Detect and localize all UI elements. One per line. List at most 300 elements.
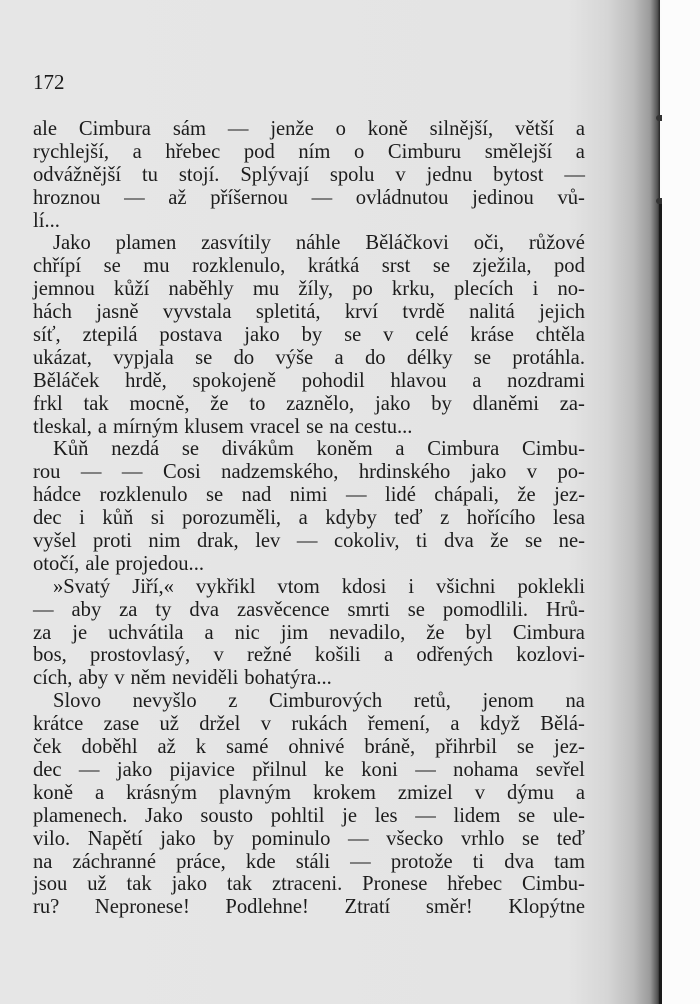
word: les — [374, 804, 398, 827]
text-line — [33, 210, 585, 233]
text-line — [33, 599, 585, 622]
word: nalitá — [469, 301, 515, 324]
word: jako — [374, 392, 411, 415]
word: se — [195, 346, 213, 369]
word: drak, — [196, 530, 239, 553]
word: v — [213, 644, 224, 667]
word: pohltil — [270, 804, 325, 827]
text-line — [33, 118, 585, 141]
word: Napětí — [87, 827, 143, 850]
word: dýmu — [506, 781, 554, 804]
word: když — [479, 713, 520, 736]
word: a — [575, 118, 585, 140]
word: »Svatý — [53, 575, 111, 598]
word: až — [157, 736, 176, 759]
word: tleskal, — [33, 415, 92, 438]
word: se — [407, 598, 425, 621]
word: v — [526, 461, 537, 484]
word: hřebec — [165, 140, 221, 163]
word: síť, — [33, 324, 61, 347]
text-line — [33, 347, 585, 370]
word: teď — [556, 827, 585, 850]
word: no- — [557, 278, 585, 301]
word: pomodlili. — [442, 598, 529, 621]
word: se — [181, 438, 200, 461]
word: že — [426, 621, 445, 644]
word: proti — [92, 530, 132, 553]
word: nad — [241, 484, 272, 507]
word: projedou... — [115, 552, 204, 575]
word: a — [132, 140, 142, 163]
word: za — [119, 598, 138, 621]
word: cestu... — [354, 415, 413, 438]
word: i — [408, 575, 415, 598]
word: ohnivé — [288, 736, 345, 759]
word: kozlovi- — [516, 644, 585, 667]
word: k — [195, 736, 207, 759]
word: celé — [415, 324, 449, 347]
word: Podlehne! — [225, 896, 309, 919]
text-line — [33, 393, 585, 416]
word: sám — [172, 118, 206, 140]
word: rozklenulo, — [192, 255, 286, 278]
word: tak — [226, 873, 253, 896]
text-line — [33, 278, 585, 301]
word: by — [301, 324, 323, 347]
word: nohama — [453, 758, 519, 781]
word: koni — [361, 758, 398, 781]
word: Splývají — [240, 163, 309, 186]
word: odvážnější — [33, 163, 122, 186]
word: sousto — [200, 804, 254, 827]
word: zježila, — [472, 255, 532, 278]
word: jsou — [33, 873, 68, 896]
word: krátká — [307, 255, 360, 278]
word: o — [335, 118, 346, 140]
word: Nepronese! — [94, 896, 190, 919]
text-line — [33, 507, 585, 530]
word: ti — [416, 530, 428, 553]
word: Slovo — [53, 690, 102, 713]
word: výše — [275, 346, 314, 369]
word: Jako — [53, 232, 91, 255]
word: krátce — [33, 713, 84, 736]
word: vypjala — [113, 346, 174, 369]
word: jejich — [539, 301, 585, 324]
word: cích, — [33, 667, 73, 690]
word: Kůň — [53, 438, 89, 461]
word: držel — [199, 713, 241, 736]
word: — — [227, 118, 249, 140]
word: zaznělo, — [286, 392, 355, 415]
word: stáli — [295, 850, 331, 873]
word: jako — [470, 461, 507, 484]
word: oči, — [473, 232, 505, 255]
word: vů- — [557, 186, 585, 209]
word: — — [80, 461, 102, 484]
word: — — [348, 827, 369, 850]
word: Běláček — [33, 369, 100, 392]
word: přilnul — [252, 758, 308, 781]
word: porozuměli, — [182, 507, 282, 530]
word: mocně, — [129, 392, 190, 415]
word: jedinou — [472, 186, 534, 209]
word: a — [575, 140, 585, 163]
word: smělejší — [484, 140, 553, 163]
word: kráse — [470, 324, 514, 347]
word: hlavou — [390, 369, 447, 392]
word: se — [525, 530, 543, 553]
word: silnější, — [429, 118, 494, 140]
word: v — [114, 667, 125, 690]
word: — — [564, 163, 585, 186]
word: se — [473, 346, 492, 369]
word: lí... — [33, 209, 60, 232]
word: smrti — [347, 598, 390, 621]
text-line — [33, 851, 585, 874]
word: na — [565, 690, 585, 713]
word: jez- — [554, 736, 585, 759]
word: pominulo — [251, 827, 331, 850]
word: dva — [504, 850, 534, 873]
text-line — [33, 301, 585, 324]
word: až — [168, 186, 187, 209]
word: hrdinského — [358, 461, 451, 484]
text-line — [33, 896, 585, 919]
word: v — [395, 163, 406, 186]
word: Cimburu — [387, 140, 462, 163]
word: ale — [85, 552, 110, 575]
word: jednu — [426, 163, 473, 186]
word: dec — [33, 758, 62, 781]
word: hrdě, — [125, 369, 167, 392]
text-line — [33, 713, 585, 736]
word: tvrdě — [402, 301, 445, 324]
word: jako — [116, 758, 153, 781]
word: — — [350, 850, 371, 873]
word: protože — [390, 850, 453, 873]
word: že — [210, 392, 229, 415]
word: — — [415, 804, 436, 827]
text-line — [33, 667, 585, 690]
text-line — [33, 324, 585, 347]
word: Cimbu- — [522, 438, 585, 461]
text-line — [33, 805, 585, 828]
word: nic — [234, 621, 260, 644]
word: — — [78, 758, 100, 781]
word: chápali, — [434, 484, 499, 507]
word: se — [516, 736, 535, 759]
word: aby — [71, 598, 102, 621]
word: příšernou — [210, 186, 288, 209]
word: Ztratí — [344, 896, 391, 919]
word: a — [395, 438, 405, 461]
word: ním — [298, 140, 331, 163]
word: jez- — [554, 484, 585, 507]
word: pohodil — [301, 369, 365, 392]
word: stojí. — [178, 163, 220, 186]
word: z — [228, 690, 238, 713]
text-line — [33, 370, 585, 393]
word: teď — [394, 507, 423, 530]
word: z — [440, 507, 450, 530]
word: ovládnutou — [355, 186, 449, 209]
text-line — [33, 622, 585, 645]
word: dlaněmi — [472, 392, 539, 415]
word: vykřikl — [195, 575, 256, 598]
word: jako — [160, 827, 196, 850]
word: — — [415, 758, 436, 781]
word: ukázat, — [33, 346, 92, 369]
word: jenom — [482, 690, 534, 713]
word: Cimbu- — [521, 873, 585, 896]
word: Cimbura — [512, 621, 585, 644]
word: se — [306, 415, 324, 438]
text-line — [33, 644, 585, 667]
word: — — [124, 186, 145, 209]
text-line — [33, 141, 585, 164]
word: naběhly — [168, 278, 234, 301]
word: a — [450, 713, 460, 736]
word: jenže — [270, 118, 314, 140]
word: a — [204, 621, 214, 644]
word: vracel — [249, 415, 301, 438]
word: do — [233, 346, 255, 369]
word: i — [79, 507, 85, 530]
word: vrhlo — [460, 827, 505, 850]
word: krásným — [126, 781, 197, 804]
word: klusem — [184, 415, 244, 438]
word: kde — [245, 850, 276, 873]
word: prostovlasý, — [90, 644, 191, 667]
word: plamen — [115, 232, 177, 255]
word: vyvstala — [162, 301, 232, 324]
word: tam — [554, 850, 585, 873]
word: rukách — [291, 713, 348, 736]
word: ti — [472, 850, 485, 873]
word: se — [103, 255, 121, 278]
word: aby — [78, 667, 109, 690]
word: doběhl — [81, 736, 138, 759]
word: Cosi — [162, 461, 201, 484]
word: spolu — [329, 163, 375, 186]
word: odřených — [416, 644, 493, 667]
word: se — [205, 484, 224, 507]
word: sevřel — [535, 758, 585, 781]
word: i — [532, 278, 539, 301]
word: Pronese — [362, 873, 428, 896]
word: se — [522, 827, 540, 850]
word: rozklenulo — [99, 484, 188, 507]
word: a — [472, 369, 482, 392]
word: už — [159, 713, 179, 736]
word: a — [97, 415, 108, 438]
word: po — [352, 278, 373, 301]
word: protáhla. — [512, 346, 585, 369]
word: hádce — [33, 484, 82, 507]
text-line — [33, 828, 585, 851]
text-line — [33, 164, 585, 187]
body-text — [33, 118, 585, 919]
word: by — [431, 392, 452, 415]
word: mírným — [113, 415, 179, 438]
text-line — [33, 255, 585, 278]
text-line — [33, 416, 585, 439]
text-line — [33, 576, 585, 599]
word: lidé — [384, 484, 416, 507]
word: za — [33, 621, 52, 644]
word: všecko — [386, 827, 444, 850]
word: — — [121, 461, 143, 484]
word: kůží — [113, 278, 150, 301]
word: ty — [155, 598, 172, 621]
word: Hrů- — [546, 598, 585, 621]
word: frkl — [33, 392, 63, 415]
word: hořícího — [466, 507, 536, 530]
word: hroznou — [33, 186, 101, 209]
word: hách — [33, 301, 72, 324]
word: tu — [141, 163, 158, 186]
word: v — [260, 713, 272, 736]
word: Jako — [145, 804, 183, 827]
word: plamenech. — [33, 804, 128, 827]
word: nevadilo, — [329, 621, 406, 644]
word: do — [364, 346, 386, 369]
text-line — [33, 782, 585, 805]
word: Klopýtne — [508, 896, 585, 919]
word: lesa — [552, 507, 585, 530]
word: v — [383, 324, 394, 347]
word: cokoliv, — [333, 530, 400, 553]
word: a — [383, 644, 394, 667]
word: o — [353, 140, 365, 163]
text-line — [33, 553, 585, 576]
word: koněm — [316, 438, 373, 461]
word: nezdá — [111, 438, 160, 461]
word: ale — [33, 118, 58, 140]
word: růžové — [528, 232, 585, 255]
word: zmizel — [397, 781, 453, 804]
word: Jiří,« — [132, 575, 174, 598]
word: jim — [280, 621, 309, 644]
word: si — [150, 507, 165, 530]
text-line — [33, 759, 585, 782]
word: větší — [515, 118, 554, 140]
word: srst — [381, 255, 411, 278]
word: jako — [171, 873, 208, 896]
word: otočí, — [33, 552, 80, 575]
word: dva — [444, 530, 474, 553]
word: uchvátila — [108, 621, 184, 644]
word: ne- — [558, 530, 585, 553]
word: kdosi — [341, 575, 387, 598]
word: a — [334, 346, 344, 369]
word: neviděli — [171, 667, 239, 690]
word: jemnou — [33, 278, 95, 301]
word: krokem — [312, 781, 376, 804]
word: v — [474, 781, 485, 804]
word: Cimbura — [427, 438, 500, 461]
word: ule- — [552, 804, 585, 827]
word: zasvítily — [201, 232, 271, 255]
word: ru? — [33, 896, 60, 919]
word: a — [298, 507, 308, 530]
word: a — [575, 781, 585, 804]
word: bytost — [493, 163, 544, 186]
word: po- — [557, 461, 585, 484]
word: pijavice — [169, 758, 235, 781]
text-line — [33, 461, 585, 484]
word: nozdrami — [507, 369, 585, 392]
word: spletitá, — [255, 301, 321, 324]
word: náhle — [295, 232, 341, 255]
word: žíly, — [298, 278, 334, 301]
word: — — [296, 530, 318, 553]
word: se — [344, 324, 362, 347]
word: koně — [33, 781, 74, 804]
word: košili — [314, 644, 361, 667]
word: byl — [465, 621, 492, 644]
word: na — [33, 850, 53, 873]
word: chřípí — [33, 255, 82, 278]
word: Běláčkovi — [365, 232, 449, 255]
word: délky — [406, 346, 453, 369]
word: že — [490, 530, 509, 553]
word: je — [342, 804, 358, 827]
word: divákům — [221, 438, 294, 461]
word: nevyšlo — [132, 690, 197, 713]
word: jasně — [96, 301, 139, 324]
word: něm — [130, 667, 166, 690]
text-line — [33, 484, 585, 507]
word: ztraceni. — [271, 873, 343, 896]
text-line — [33, 232, 585, 255]
word: plecích — [453, 278, 514, 301]
word: je — [72, 621, 88, 644]
facing-page-edge — [662, 0, 700, 1004]
word: mu — [252, 278, 280, 301]
word: chtěla — [535, 324, 585, 347]
word: nimi — [289, 484, 328, 507]
word: — — [345, 484, 367, 507]
word: už — [87, 873, 107, 896]
page-number: 172 — [33, 70, 65, 94]
word: plavným — [218, 781, 292, 804]
word: se — [432, 255, 451, 278]
word: kůň — [102, 507, 134, 530]
word: směr! — [425, 896, 473, 919]
word: se — [518, 804, 536, 827]
word: bos, — [33, 644, 67, 667]
word: — — [311, 186, 333, 209]
word: — — [33, 598, 54, 621]
word: všichni — [436, 575, 496, 598]
word: Cimburových — [268, 690, 383, 713]
word: ke — [324, 758, 344, 781]
text-line — [33, 530, 585, 553]
word: záchranné — [72, 850, 156, 873]
word: Bělá- — [540, 713, 585, 736]
word: tak — [83, 392, 109, 415]
word: ztepilá — [82, 324, 138, 347]
word: pod — [554, 255, 585, 278]
word: mu — [143, 255, 170, 278]
word: samé — [226, 736, 269, 759]
word: lev — [255, 530, 281, 553]
word: to — [249, 392, 266, 415]
word: bohatýra... — [244, 667, 332, 690]
word: zase — [103, 713, 140, 736]
